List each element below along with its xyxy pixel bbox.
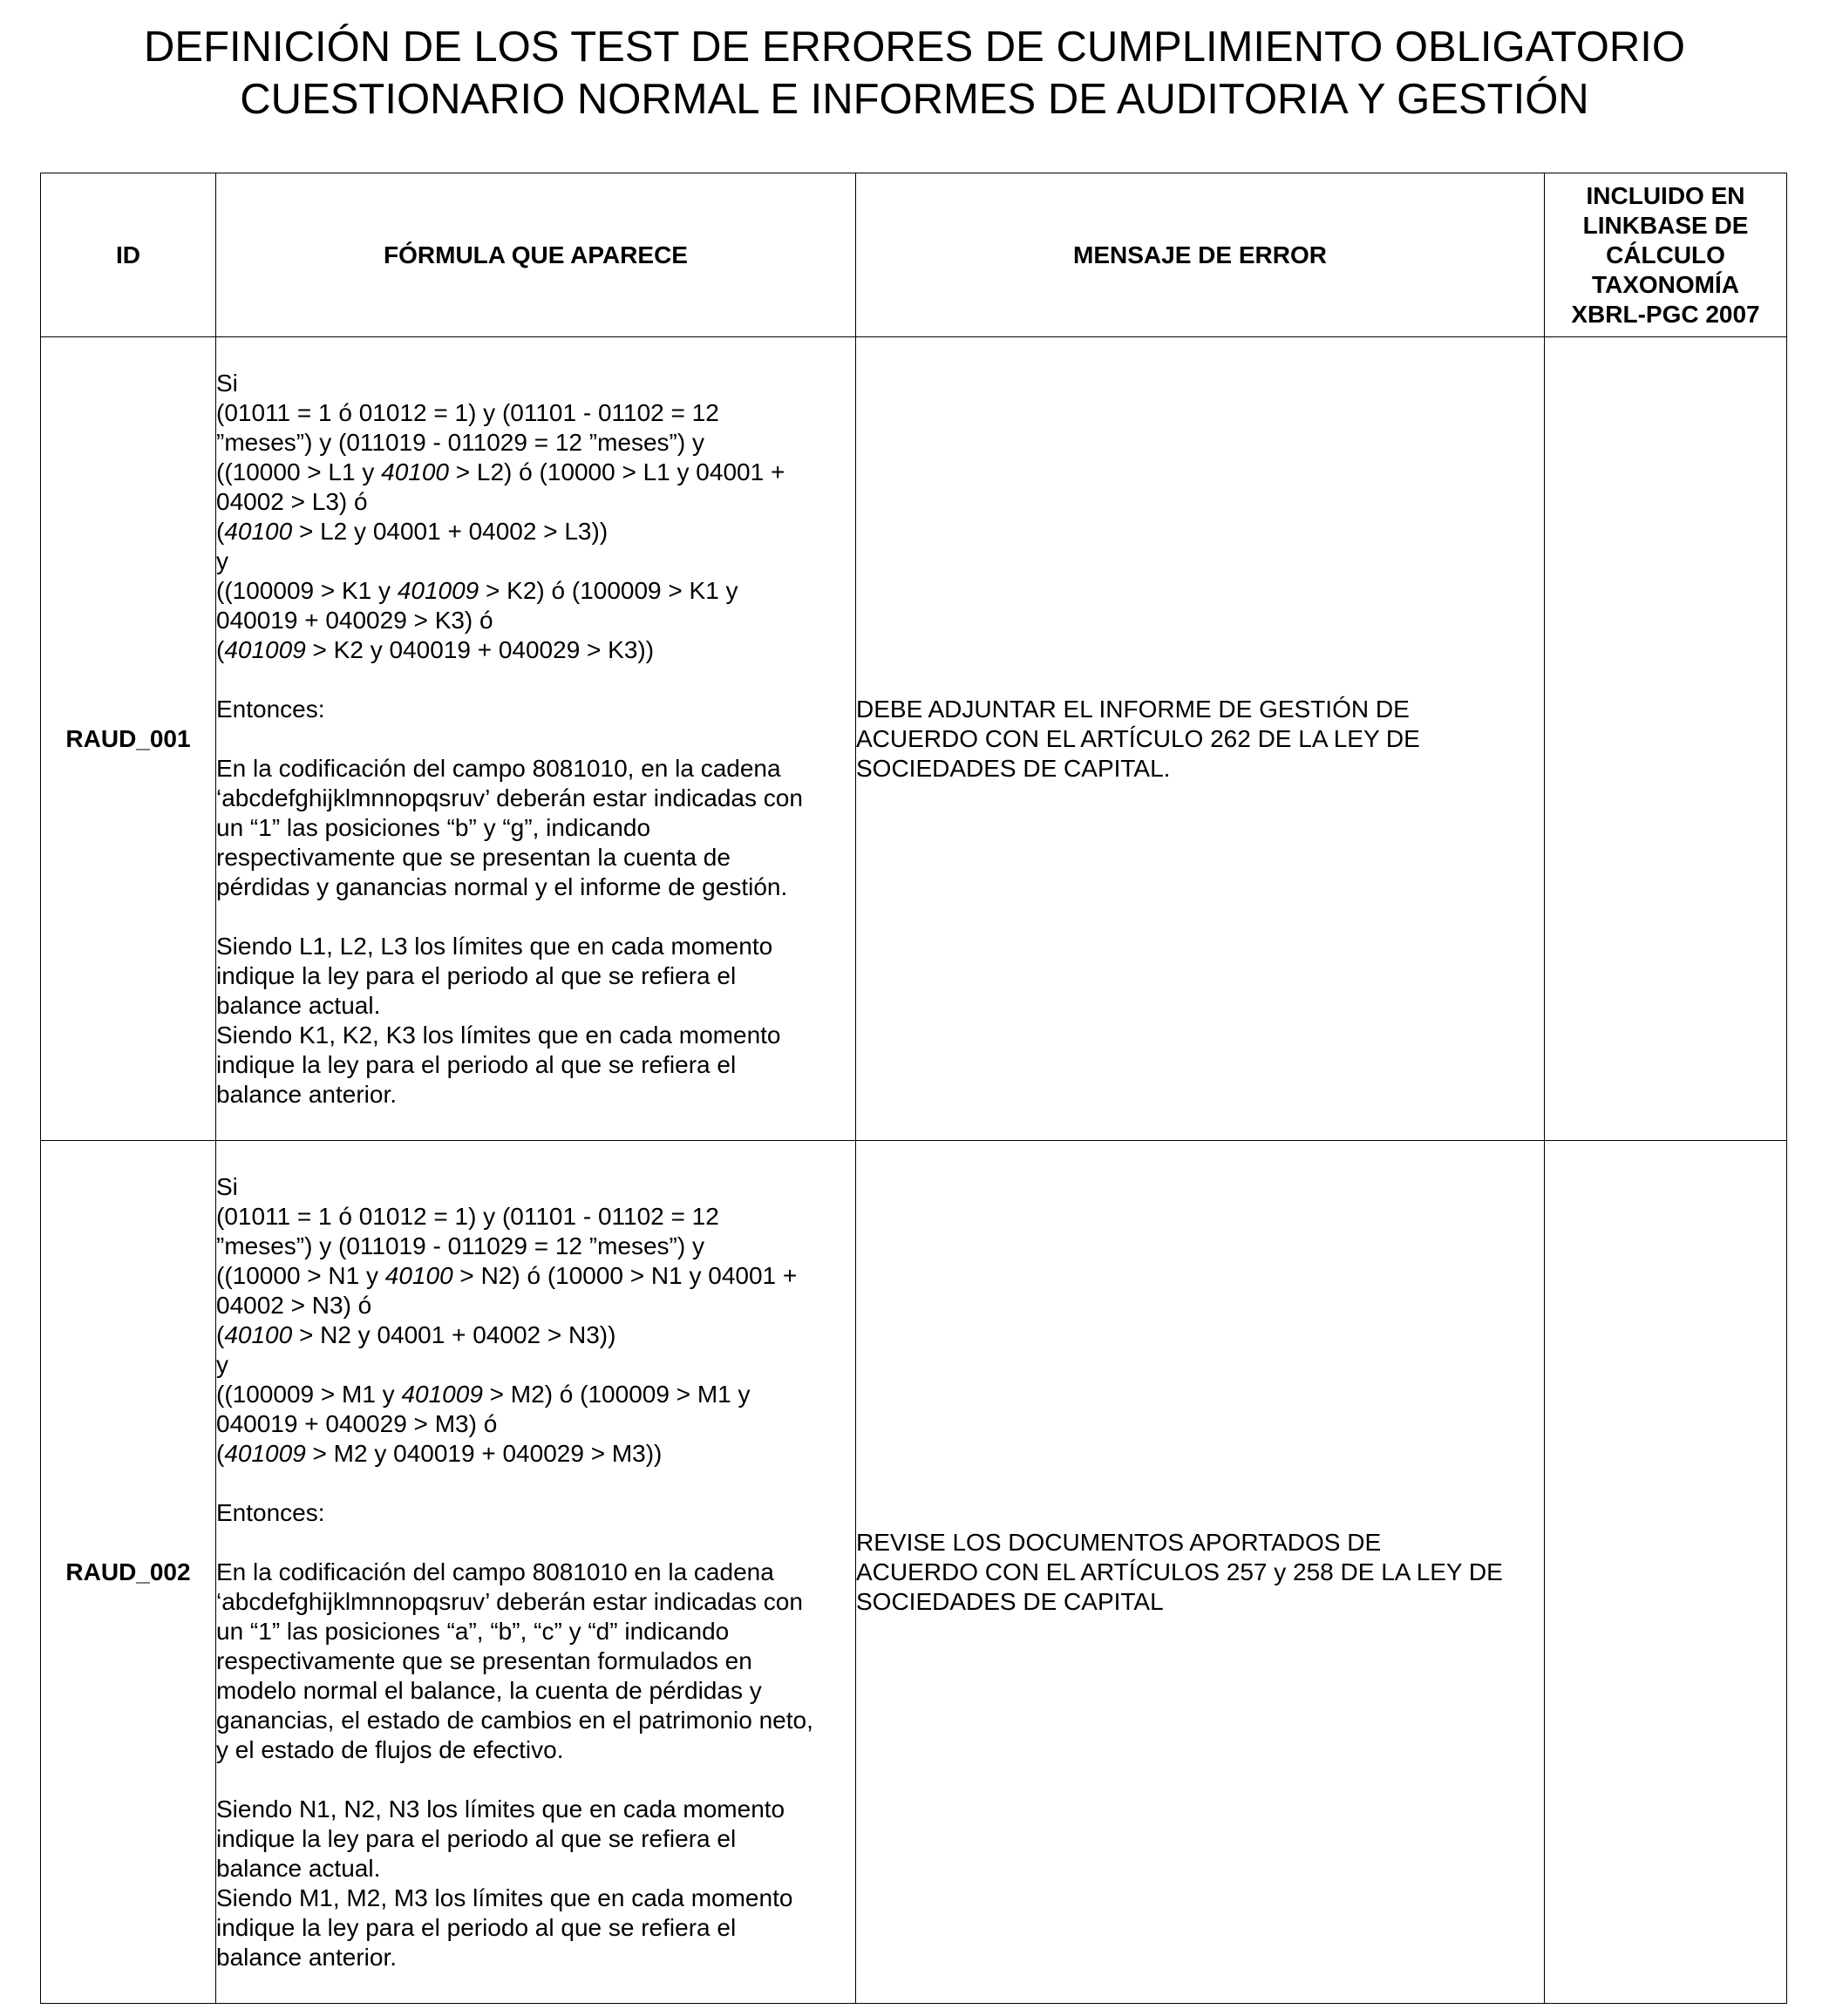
table-row xyxy=(41,1141,1787,2004)
message-line: SOCIEDADES DE CAPITAL xyxy=(856,1587,1164,1615)
formula-line: balance actual. xyxy=(216,991,381,1019)
formula-line: modelo normal el balance, la cuenta de pérdidas y xyxy=(216,1676,762,1704)
formula-line: ((10000 > L1 y 40100 > L2) ó (10000 > L1 y 04001 + xyxy=(216,458,785,485)
formula-line: Si xyxy=(216,369,238,397)
row-id: RAUD_001 xyxy=(41,337,216,1141)
formula-line: (01011 = 1 ó 01012 = 1) y (01101 - 01102 = 12 xyxy=(216,398,719,426)
formula-line: En la codificación del campo 8081010 en la cadena xyxy=(216,1558,774,1585)
formula-line: Si xyxy=(216,1172,238,1200)
formula-line: 040019 + 040029 > M3) ó xyxy=(216,1409,498,1437)
title-line-1: DEFINICIÓN DE LOS TEST DE ERRORES DE CUMPLIMIENTO OBLIGATORIO xyxy=(144,24,1685,71)
formula-line: 040019 + 040029 > K3) ó xyxy=(216,606,493,634)
formula-line: ((10000 > N1 y 40100 > N2) ó (10000 > N1 y 04001 + xyxy=(216,1261,798,1289)
message-line: ACUERDO CON EL ARTÍCULOS 257 y 258 DE LA LEY DE xyxy=(856,1558,1503,1585)
formula-line: ‘abcdefghijklmnnopqsruv’ deberán estar indicadas con xyxy=(216,1587,803,1615)
row-id: RAUD_002 xyxy=(41,1141,216,2004)
message-line: DEBE ADJUNTAR EL INFORME DE GESTIÓN DE xyxy=(856,695,1410,723)
formula-line: y xyxy=(216,1350,228,1378)
formula-line: respectivamente que se presentan la cuenta de xyxy=(216,843,731,871)
row-included xyxy=(1545,1141,1787,2004)
formula-line: ganancias, el estado de cambios en el patrimonio neto, xyxy=(216,1706,813,1734)
formula-line: ”meses”) y (011019 - 011029 = 12 ”meses”) y xyxy=(216,428,704,456)
message-line: SOCIEDADES DE CAPITAL. xyxy=(856,754,1171,782)
formula-line: ”meses”) y (011019 - 011029 = 12 ”meses”) y xyxy=(216,1232,704,1259)
formula-line: balance actual. xyxy=(216,1854,381,1882)
formula-line: un “1” las posiciones “b” y “g”, indicando xyxy=(216,813,651,841)
formula-line: balance anterior. xyxy=(216,1943,398,1971)
formula-line: (40100 > L2 y 04001 + 04002 > L3)) xyxy=(216,517,609,545)
formula-line: Siendo K1, K2, K3 los límites que en cada momento xyxy=(216,1021,781,1049)
formula-line: Siendo L1, L2, L3 los límites que en cada momento xyxy=(216,932,773,960)
formula-line: ((100009 > K1 y 401009 > K2) ó (100009 > K1 y xyxy=(216,576,738,604)
formula-line: (40100 > N2 y 04001 + 04002 > N3)) xyxy=(216,1320,616,1348)
formula-line: 04002 > L3) ó xyxy=(216,487,368,515)
header-included-line: LINKBASE DE xyxy=(1582,211,1749,239)
formula-line: indique la ley para el periodo al que se refiera el xyxy=(216,1824,737,1852)
message-line: REVISE LOS DOCUMENTOS APORTADOS DE xyxy=(856,1528,1382,1556)
formula-line: respectivamente que se presentan formulados en xyxy=(216,1646,752,1674)
formula-line: y xyxy=(216,546,228,574)
formula-line: indique la ley para el periodo al que se refiera el xyxy=(216,1050,737,1078)
page-title xyxy=(0,21,1829,126)
header-included-line: CÁLCULO xyxy=(1606,241,1725,268)
header-included-line: TAXONOMÍA xyxy=(1591,270,1740,298)
formula-line: ‘abcdefghijklmnnopqsruv’ deberán estar indicadas con xyxy=(216,784,803,811)
formula-line: ((100009 > M1 y 401009 > M2) ó (100009 > M1 y xyxy=(216,1380,751,1408)
formula-line: Siendo M1, M2, M3 los límites que en cada momento xyxy=(216,1884,793,1911)
formula-line: balance anterior. xyxy=(216,1080,398,1108)
row-message xyxy=(856,1141,1545,2004)
formula-line: indique la ley para el periodo al que se refiera el xyxy=(216,961,737,989)
row-message xyxy=(856,337,1545,1141)
table-header-row xyxy=(41,173,1787,337)
row-formula xyxy=(216,337,856,1141)
header-id: ID xyxy=(41,173,216,337)
row-included xyxy=(1545,337,1787,1141)
header-included-line: XBRL-PGC 2007 xyxy=(1571,300,1760,328)
formula-line: y el estado de flujos de efectivo. xyxy=(216,1735,564,1763)
header-formula: FÓRMULA QUE APARECE xyxy=(216,173,856,337)
formula-line: (401009 > K2 y 040019 + 040029 > K3)) xyxy=(216,635,655,663)
formula-line: 04002 > N3) ó xyxy=(216,1291,372,1319)
formula-line: En la codificación del campo 8081010, en la cadena xyxy=(216,754,781,782)
formula-line: pérdidas y ganancias normal y el informe de gestión. xyxy=(216,872,788,900)
formula-line: Entonces: xyxy=(216,1498,325,1526)
formula-line: Entonces: xyxy=(216,695,325,723)
title-line-2: CUESTIONARIO NORMAL E INFORMES DE AUDITORIA Y GESTIÓN xyxy=(240,76,1589,123)
formula-line: (401009 > M2 y 040019 + 040029 > M3)) xyxy=(216,1439,663,1467)
header-message: MENSAJE DE ERROR xyxy=(856,173,1545,337)
formula-line: Siendo N1, N2, N3 los límites que en cada momento xyxy=(216,1795,785,1823)
message-line: ACUERDO CON EL ARTÍCULO 262 DE LA LEY DE xyxy=(856,724,1420,752)
header-included-line: INCLUIDO EN xyxy=(1586,181,1745,209)
formula-line: (01011 = 1 ó 01012 = 1) y (01101 - 01102 = 12 xyxy=(216,1202,719,1230)
header-included xyxy=(1545,173,1787,337)
row-formula xyxy=(216,1141,856,2004)
formula-line: un “1” las posiciones “a”, “b”, “c” y “d” indicando xyxy=(216,1617,730,1645)
error-tests-table xyxy=(40,173,1787,2004)
formula-line: indique la ley para el periodo al que se refiera el xyxy=(216,1913,737,1941)
table-row xyxy=(41,337,1787,1141)
